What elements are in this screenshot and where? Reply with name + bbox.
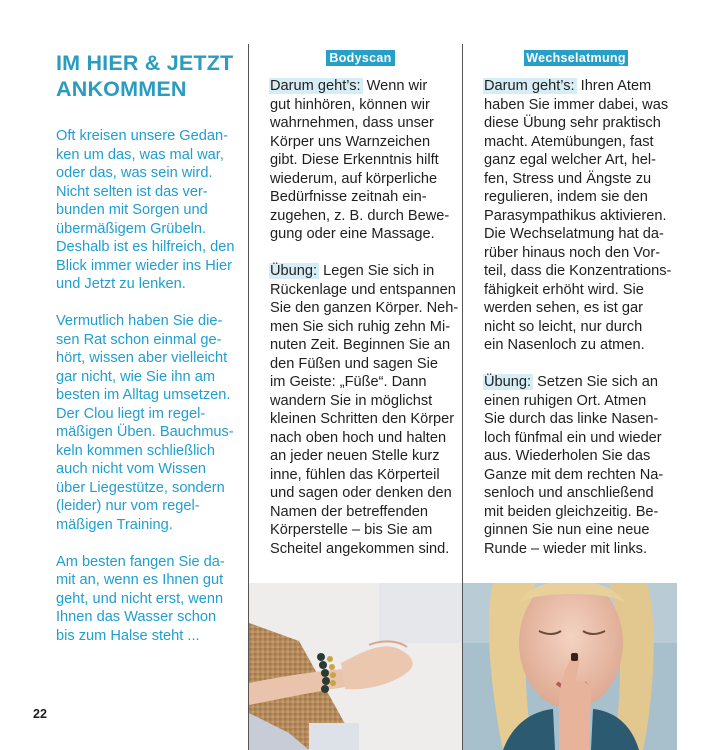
column-label-bodyscan: Bodyscan — [326, 50, 395, 66]
text-line: rüber hinaus noch den Vor- — [484, 244, 661, 261]
text-line: Blick immer wieder ins Hier — [56, 257, 232, 274]
text-line: besten im Alltag umsetzen. — [56, 387, 231, 403]
text-line: hört, wissen aber vielleicht — [56, 350, 228, 366]
intro-paragraph — [56, 553, 242, 646]
text-line: diese Übung sehr praktisch — [484, 115, 661, 131]
text-line: zugehen, z. B. durch Bewe- — [270, 207, 450, 224]
text-line: oder das, was sein wird. — [56, 165, 213, 181]
text-line: übermäßigem Grübeln. — [56, 220, 207, 237]
text-line: Runde – wieder mit links. — [484, 540, 648, 557]
text-line: geht, und nicht erst, wenn — [56, 590, 224, 607]
text-line: den Füßen und sagen Sie — [270, 355, 438, 372]
text-line-rest: Ihren Atem — [580, 78, 652, 94]
text-line: nach oben hoch und halten — [270, 429, 447, 446]
text-line: ein Nasenloch zu atmen. — [484, 337, 645, 353]
text-line: ken um das, was mal war, — [56, 146, 224, 163]
text-line — [270, 77, 456, 96]
intro-paragraph — [56, 312, 242, 534]
column-label-wechselatmung: Wechselatmung — [524, 50, 628, 66]
text-line: Deshalb ist es hilfreich, den — [56, 239, 235, 255]
text-line: Ihnen das Wasser schon — [56, 609, 217, 625]
text-line: macht. Atemübungen, fast — [484, 133, 654, 150]
text-line: Rückenlage und entspannen — [270, 281, 456, 298]
text-line: Ganze mit dem rechten Na- — [484, 466, 664, 483]
exercise-section — [484, 77, 670, 355]
text-line: haben Sie immer dabei, was — [484, 96, 669, 113]
exercise-section — [270, 262, 459, 558]
text-line: Scheitel angekommen sind. — [270, 540, 450, 557]
intro-paragraph — [56, 127, 242, 294]
text-line: senloch und anschließend — [484, 485, 654, 501]
page-title-line: IM HIER & JETZT — [56, 51, 234, 75]
text-line: gar nicht, wie Sie ihn am — [56, 368, 215, 385]
text-line: und Jetzt zu lenken. — [56, 276, 186, 292]
text-line: mäßigen Training. — [56, 516, 173, 533]
bodyscan-photo — [249, 583, 462, 750]
wechselatmung-photo — [463, 583, 677, 750]
section-tag: Übung: — [270, 263, 318, 279]
bodyscan-column — [270, 50, 459, 577]
text-line: Bedürfnisse zeitnah ein- — [270, 189, 427, 205]
text-line: Parasympathikus aktivieren. — [484, 207, 667, 224]
exercise-section — [270, 77, 456, 244]
text-line: Körper uns Warnzeichen — [270, 133, 431, 150]
text-line: mit beiden gleichzeitig. Be- — [484, 503, 659, 520]
text-line: ginnen Sie nun eine neue — [484, 522, 650, 538]
text-line — [484, 373, 670, 392]
text-line: regulieren, indem sie den — [484, 189, 648, 205]
text-line: inne, fühlen das Körperteil — [270, 466, 440, 483]
text-line: men Sie sich ruhig zehn Mi- — [270, 318, 451, 335]
wechselatmung-column — [484, 50, 670, 577]
exercise-section — [484, 373, 670, 558]
text-line: Vermutlich haben Sie die- — [56, 313, 223, 329]
text-line: Oft kreisen unsere Gedan- — [56, 128, 228, 144]
text-line: keln kommen schließlich — [56, 442, 215, 459]
text-line: wandern Sie in möglichst — [270, 392, 433, 409]
text-line: gibt. Diese Erkenntnis hilft — [270, 152, 439, 168]
text-line: Sie den ganzen Körper. Neh- — [270, 300, 459, 316]
intro-text — [56, 127, 242, 645]
text-line: Namen der betreffenden — [270, 503, 428, 520]
text-line: sen Rat schon einmal ge- — [56, 331, 222, 348]
text-line: und sagen oder denken den — [270, 485, 452, 501]
text-line: bis zum Halse steht ... — [56, 627, 200, 644]
section-tag: Übung: — [484, 374, 532, 390]
intro-column — [56, 44, 242, 664]
text-line: ganz egal welcher Art, hel- — [484, 152, 656, 168]
text-line: Sie durch das linke Nasen- — [484, 411, 659, 427]
page-number: 22 — [33, 707, 47, 721]
text-line-rest: Legen Sie sich in — [323, 263, 435, 279]
text-line: Körperstelle – bis Sie am — [270, 522, 433, 538]
text-line: teil, dass die Konzentrations- — [484, 263, 672, 279]
text-line: mit an, wenn es Ihnen gut — [56, 572, 224, 588]
text-line: nuten Zeit. Beginnen Sie an — [270, 337, 451, 353]
text-line: Nicht selten ist das ver- — [56, 183, 208, 200]
text-line — [270, 262, 456, 281]
section-tag: Darum geht’s: — [270, 78, 361, 94]
text-line: über Liegestütze, sondern — [56, 479, 225, 496]
text-line-rest: Setzen Sie sich an — [537, 374, 659, 390]
text-line: fähigkeit erhöht wird. Sie — [484, 281, 644, 298]
text-line: Die Wechselatmung hat da- — [484, 226, 664, 242]
text-line: fen, Stress und Ängste zu — [484, 170, 652, 187]
text-line: an jeder neuen Stelle kurz — [270, 448, 440, 464]
text-line: mäßigen Üben. Bauchmus- — [56, 424, 234, 440]
text-line: einen ruhigen Ort. Atmen — [484, 392, 647, 409]
text-line: bunden mit Sorgen und — [56, 202, 208, 218]
section-tag: Darum geht’s: — [484, 78, 575, 94]
text-line: im Geiste: „Füße“. Dann — [270, 374, 427, 390]
text-line: loch fünfmal ein und wieder — [484, 429, 662, 446]
text-line: wahrnehmen, dass unser — [270, 115, 434, 131]
text-line: nicht so leicht, nur durch — [484, 318, 643, 335]
page-title-line: ANKOMMEN — [56, 77, 187, 101]
text-line-rest: Wenn wir — [366, 78, 428, 94]
text-line: gut hinhören, können wir — [270, 96, 430, 113]
text-line: aus. Wiederholen Sie das — [484, 448, 651, 464]
text-line: Am besten fangen Sie da- — [56, 553, 225, 570]
text-line: werden sehen, es ist gar — [484, 300, 643, 316]
text-line: kleinen Schritten den Körper — [270, 411, 455, 427]
bodyscan-text — [270, 77, 459, 558]
text-line: auch nicht vom Wissen — [56, 461, 207, 477]
wechselatmung-text — [484, 77, 670, 558]
text-line: wiederum, auf körperliche — [270, 170, 438, 187]
text-line — [484, 77, 670, 96]
page-title — [56, 50, 242, 102]
text-line: gung oder eine Massage. — [270, 226, 435, 242]
text-line: (leider) nur vom regel- — [56, 498, 200, 514]
text-line: Der Clou liegt im regel- — [56, 405, 206, 422]
